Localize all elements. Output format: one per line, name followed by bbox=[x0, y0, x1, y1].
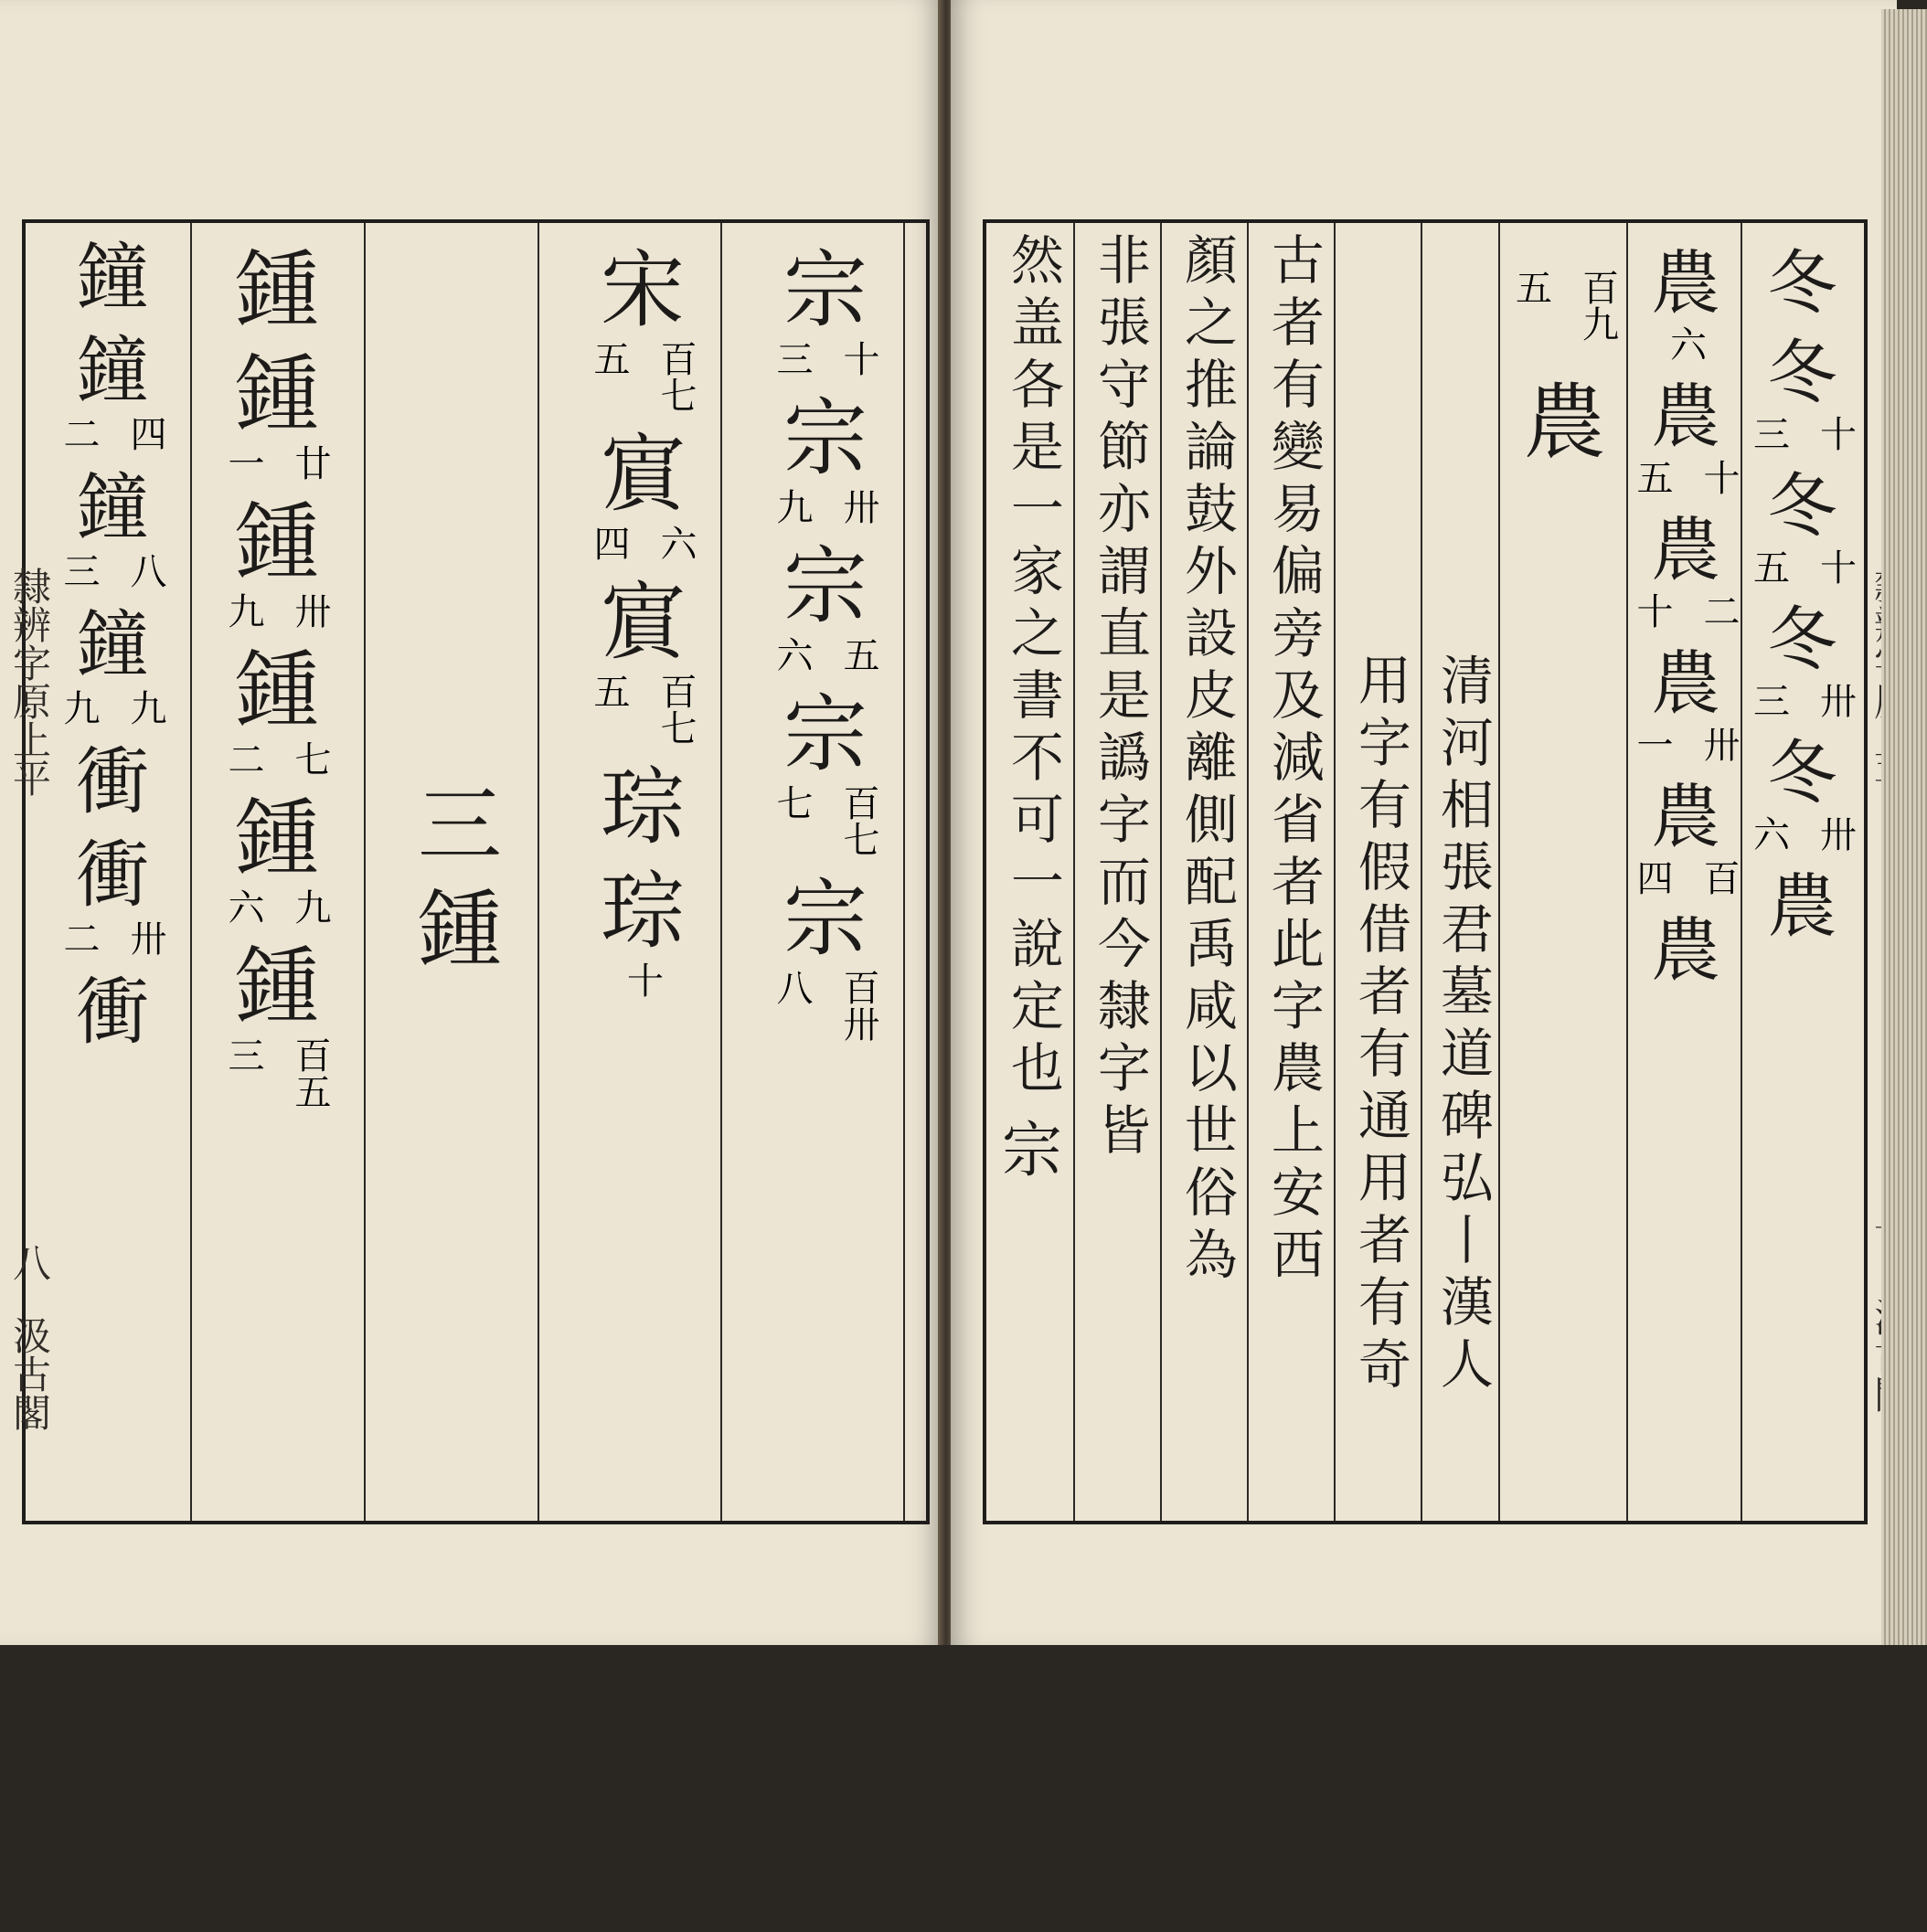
column-rule bbox=[190, 223, 192, 1521]
entry-char: 宋 bbox=[600, 241, 685, 339]
entry-note: 十 五 bbox=[1747, 548, 1857, 585]
right-col-2 bbox=[1631, 232, 1741, 1512]
left-margin-title: 隸辨字原上平 bbox=[7, 567, 52, 797]
column-rule bbox=[903, 223, 905, 1521]
entry-note: 廿 一 bbox=[222, 444, 331, 481]
entry-note: 卅 六 bbox=[1747, 815, 1857, 852]
entry-char: 三 bbox=[417, 777, 502, 875]
entry-note: 百七 七 bbox=[771, 784, 879, 857]
left-col-1 bbox=[748, 232, 903, 1512]
entry-note: 六 四 bbox=[588, 525, 697, 561]
right-col-text-5 bbox=[1078, 232, 1160, 1512]
entry-note: 卅 二 bbox=[58, 919, 166, 956]
entry-note: 五 六 bbox=[771, 636, 879, 673]
left-margin-publisher: 汲古閣 bbox=[7, 1316, 52, 1431]
entry-char: 衝 bbox=[76, 833, 149, 918]
right-col-text-1 bbox=[1425, 232, 1498, 1932]
right-page-frame bbox=[983, 219, 1868, 1524]
entry-char: 宗 bbox=[783, 685, 868, 783]
column-rule bbox=[538, 223, 539, 1521]
entry-char: 農 bbox=[1523, 375, 1606, 471]
entry-note: 百九 五 bbox=[1509, 269, 1619, 342]
commentary-line: 非張守節亦謂直是譌字而今隸字皆 bbox=[1088, 232, 1151, 1164]
entry-char: 冬 bbox=[1767, 242, 1837, 324]
entry-note: 十 bbox=[621, 961, 664, 998]
left-margin-leaf: 八 bbox=[7, 1243, 52, 1281]
entry-char: 宗 bbox=[783, 389, 868, 487]
entry-char: 衝 bbox=[76, 739, 149, 824]
left-col-2 bbox=[565, 232, 720, 1512]
column-rule bbox=[1247, 223, 1249, 1521]
entry-note: 六 bbox=[1664, 325, 1707, 362]
commentary-line: 顏之推論鼓外設皮離側配禹咸以世俗為 bbox=[1175, 232, 1238, 1289]
entry-char: 農 bbox=[1651, 776, 1720, 857]
entry-char: 冬 bbox=[1767, 599, 1837, 680]
entry-char: 冬 bbox=[1767, 332, 1837, 413]
entry-char: 賔 bbox=[600, 426, 685, 524]
entry-char: 鐘 bbox=[76, 328, 149, 413]
entry-note: 卅 九 bbox=[222, 592, 331, 629]
entry-char: 鍾 bbox=[234, 642, 319, 739]
column-rule bbox=[1160, 223, 1162, 1521]
entry-note: 百七 五 bbox=[588, 673, 697, 746]
entry-note: 八 三 bbox=[58, 552, 166, 589]
left-col-4 bbox=[199, 232, 355, 1512]
column-rule bbox=[364, 223, 366, 1521]
entry-char: 琮 bbox=[600, 759, 685, 856]
entry-char: 鍾 bbox=[234, 494, 319, 591]
column-rule bbox=[1334, 223, 1336, 1521]
entry-note: 百五 三 bbox=[222, 1036, 331, 1109]
entry-char: 賔 bbox=[600, 574, 685, 672]
entry-char: 鐘 bbox=[76, 602, 149, 687]
entry-note: 十 三 bbox=[1747, 415, 1857, 451]
entry-note: 十 五 bbox=[1631, 459, 1740, 495]
entry-char: 宗 bbox=[1002, 1115, 1062, 1185]
entry-note: 九 九 bbox=[58, 689, 166, 726]
column-rule bbox=[1073, 223, 1075, 1521]
commentary-line: 古者有變易偏旁及減省者此字農上安西 bbox=[1262, 232, 1325, 1289]
left-col-3 bbox=[382, 232, 538, 1512]
left-page bbox=[0, 0, 942, 1645]
entry-note: 百七 五 bbox=[588, 340, 697, 413]
commentary-line: 清河相張君墓道碑弘丨漢人 bbox=[1431, 653, 1494, 1398]
entry-char: 鐘 bbox=[76, 235, 149, 320]
entry-note: 卅 一 bbox=[1631, 726, 1740, 762]
entry-char: 農 bbox=[1651, 376, 1720, 457]
page-edges bbox=[1881, 9, 1927, 1645]
column-rule bbox=[1498, 223, 1500, 1521]
entry-char: 宗 bbox=[783, 870, 868, 968]
entry-note: 九 六 bbox=[222, 888, 331, 925]
entry-note: 卅 九 bbox=[771, 488, 879, 525]
entry-note: 卅 三 bbox=[1747, 682, 1857, 718]
entry-char: 鍾 bbox=[234, 790, 319, 887]
right-col-text-2 bbox=[1338, 232, 1421, 1932]
entry-note: 七 二 bbox=[222, 740, 331, 777]
entry-note: 四 二 bbox=[58, 415, 166, 451]
entry-char: 農 bbox=[1651, 509, 1720, 590]
entry-note: 百 四 bbox=[1631, 859, 1740, 896]
entry-char: 鍾 bbox=[234, 241, 319, 339]
left-page-frame bbox=[22, 219, 930, 1524]
right-page bbox=[951, 0, 1897, 1645]
entry-char: 農 bbox=[1767, 865, 1837, 947]
entry-note: 百卅 八 bbox=[771, 969, 879, 1042]
column-rule bbox=[1421, 223, 1422, 1521]
entry-char: 鍾 bbox=[417, 881, 502, 979]
entry-char: 農 bbox=[1651, 242, 1720, 324]
commentary-line: 然盖各是一家之書不可一說定也 bbox=[1001, 232, 1064, 1102]
right-col-1 bbox=[1745, 232, 1859, 1512]
entry-char: 農 bbox=[1651, 909, 1720, 991]
entry-char: 琮 bbox=[600, 863, 685, 961]
entry-char: 鍾 bbox=[234, 938, 319, 1035]
right-col-text-3 bbox=[1251, 232, 1334, 1512]
entry-char: 冬 bbox=[1767, 732, 1837, 813]
entry-char: 冬 bbox=[1767, 465, 1837, 547]
entry-char: 農 bbox=[1651, 642, 1720, 724]
left-col-5 bbox=[35, 232, 190, 1512]
entry-char: 鍾 bbox=[234, 345, 319, 443]
entry-char: 宗 bbox=[783, 241, 868, 339]
entry-note: 二 十 bbox=[1631, 592, 1740, 629]
entry-note: 十 三 bbox=[771, 340, 879, 377]
column-rule bbox=[720, 223, 722, 1521]
entry-char: 宗 bbox=[783, 537, 868, 635]
right-col-3 bbox=[1503, 232, 1626, 1512]
commentary-line: 用字有假借者有通用者有奇 bbox=[1348, 653, 1411, 1398]
right-col-text-4 bbox=[1165, 232, 1247, 1512]
entry-char: 衝 bbox=[76, 970, 149, 1055]
right-col-text-6 bbox=[991, 232, 1073, 1512]
entry-char: 鐘 bbox=[76, 465, 149, 550]
